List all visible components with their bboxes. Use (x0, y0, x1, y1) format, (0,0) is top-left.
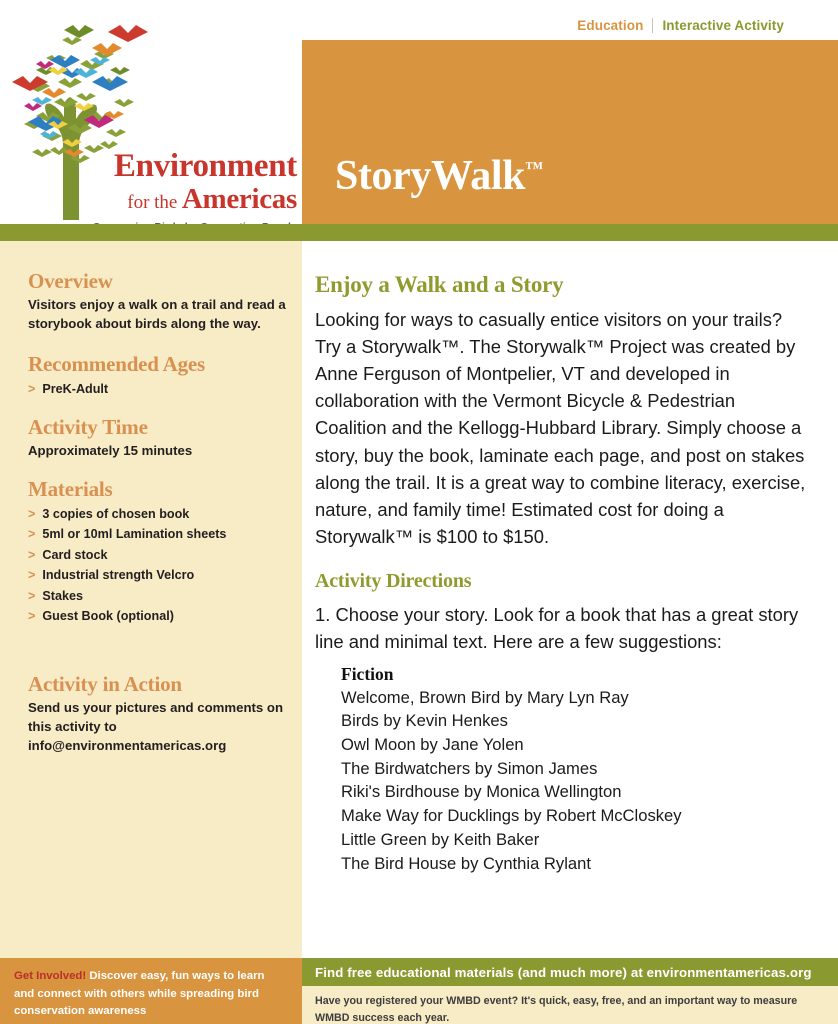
title-banner (302, 40, 838, 224)
logo-wordmark (82, 150, 297, 233)
trademark-symbol: ™ (525, 158, 543, 178)
logo-line-2 (82, 185, 297, 214)
page-title (335, 155, 543, 197)
list-item: Little Green by Keith Baker (341, 829, 540, 849)
list-item (28, 586, 286, 606)
logo-line-1: Environment (113, 148, 297, 184)
chevron-bullet-icon: > (28, 547, 36, 562)
footer-note-area (302, 986, 838, 1024)
footer-get-involved (0, 958, 302, 1024)
list-item-label: 5ml or 10ml Lamination sheets (42, 527, 227, 542)
list-item: The Birdwatchers by Simon James (341, 758, 598, 778)
sidebar-list-materials (28, 504, 286, 626)
list-item (28, 606, 286, 626)
sidebar-body-action: Send us your pictures and comments on this activity to info@environmentamericas.org (28, 700, 284, 753)
chevron-bullet-icon: > (28, 381, 36, 396)
logo-line-2-big: Americas (181, 183, 297, 215)
sidebar-section-action (28, 673, 286, 755)
list-item: Owl Moon by Jane Yolen (341, 735, 524, 754)
list-item: Birds by Kevin Henkes (341, 711, 508, 731)
sidebar-section-materials (28, 478, 286, 626)
list-item-label: Guest Book (optional) (42, 608, 174, 623)
logo-line-2-small: for the (127, 192, 178, 213)
footer-note: Have you registered your WMBD event? It's quick, easy, free, and an important way to measure WMBD success each year. (315, 995, 798, 1024)
list-item (28, 524, 286, 544)
sidebar-heading-ages: Recommended Ages (28, 351, 206, 376)
list-item (28, 504, 286, 524)
list-item-label: Stakes (42, 588, 83, 603)
footer-left-body: Discover easy, fun ways to learn and connect with others while spreading bird conservation awareness (14, 970, 265, 1018)
list-item-label: 3 copies of chosen book (42, 506, 190, 521)
section-heading-enjoy: Enjoy a Walk and a Story (315, 272, 564, 297)
list-item (28, 545, 286, 565)
organization-logo (0, 22, 302, 224)
footer-headline-bar (302, 958, 838, 986)
book-category-heading: Fiction (341, 663, 394, 684)
list-item: Welcome, Brown Bird by Mary Lyn Ray (341, 687, 629, 707)
sidebar-body-overview: Visitors enjoy a walk on a trail and read a storybook about birds along the way. (28, 297, 286, 331)
footer-left-text (14, 968, 286, 1021)
list-item-label: PreK-Adult (42, 381, 109, 396)
intro-paragraph: Looking for ways to casually entice visitors on your trails? Try a Storywalk™. The Storywalk™ Project was created by Anne Ferguson of Montpelier, VT and developed in collaboration with the Vermont Bicycle & Pedestrian Coalition and the Kellogg-Hubbard Library. Simply choose a story, buy the book, laminate each page, and post on stakes along the trail. It is a great way to combine literacy, exercise, nature, and family time! Estimated cost for doing a Storywalk™ is $100 to $150. (315, 309, 806, 547)
chevron-bullet-icon: > (28, 608, 36, 623)
direction-step-1: 1. Choose your story. Look for a book that has a great story line and minimal text. Here are a few suggestions: (315, 603, 799, 652)
kicker-divider (652, 18, 653, 33)
footer-headline[interactable]: Find free educational materials (and much more) at environmentamericas.org (315, 964, 812, 980)
list-item (28, 379, 286, 399)
book-suggestions (341, 663, 808, 876)
sidebar-heading-action: Activity in Action (28, 672, 182, 697)
list-item (28, 565, 286, 585)
sidebar-section-ages (28, 353, 286, 399)
kicker-type: Interactive Activity (662, 18, 784, 33)
book-list (341, 686, 808, 876)
sidebar-spacer (28, 645, 286, 673)
chevron-bullet-icon: > (28, 527, 36, 542)
page-title-text: StoryWalk (335, 153, 526, 199)
list-item: The Bird House by Cynthia Rylant (341, 853, 591, 873)
sidebar-section-time (28, 416, 286, 461)
green-divider-bar (0, 224, 838, 241)
header-kicker (577, 18, 784, 33)
sidebar-heading-time: Activity Time (28, 415, 148, 440)
list-item-label: Card stock (42, 547, 108, 562)
sidebar (0, 241, 302, 958)
sidebar-section-overview (28, 270, 286, 334)
chevron-bullet-icon: > (28, 588, 36, 603)
sidebar-list-ages (28, 379, 286, 399)
footer-resources (302, 958, 838, 1024)
footer-lead-label: Get Involved! (14, 970, 87, 982)
chevron-bullet-icon: > (28, 506, 36, 521)
sidebar-heading-overview: Overview (28, 269, 113, 293)
kicker-category: Education (577, 18, 644, 33)
section-heading-directions: Activity Directions (315, 569, 472, 592)
list-item: Riki's Birdhouse by Monica Wellington (341, 782, 622, 802)
sidebar-body-time: Approximately 15 minutes (28, 443, 193, 459)
chevron-bullet-icon: > (28, 568, 36, 583)
sidebar-heading-materials: Materials (28, 476, 113, 501)
list-item-label: Industrial strength Velcro (42, 568, 195, 583)
main-content (302, 241, 838, 958)
list-item: Make Way for Ducklings by Robert McCloskey (341, 806, 682, 826)
